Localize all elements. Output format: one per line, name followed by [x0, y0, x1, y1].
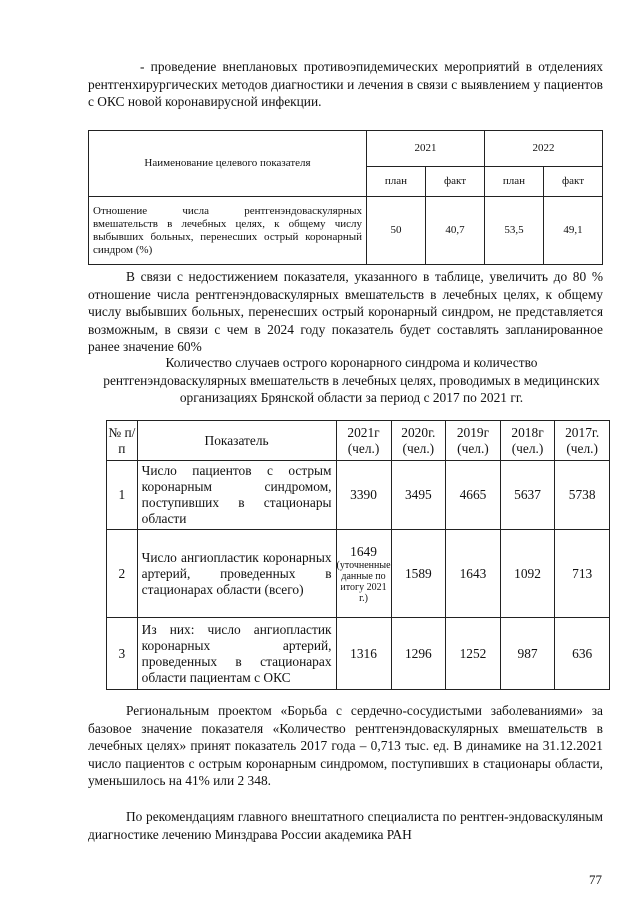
table2-header-year: 2021г (чел.) [336, 421, 391, 461]
paragraph-regional-project: Региональным проектом «Борьба с сердечно-сосудистыми заболеваниями» за базовое значение показателя «Количество рентгенэндоваскулярных вмешательств в лечебных целях» принят показатель 2017 года – 0,713 тыс. ед. В динамике на 31.12.2021 число пациентов с острым коронарным синдромом, поступивших в стационары области, уменьшилось на 41% или 2 348. [88, 703, 603, 788]
table2-header-year: 2017г. (чел.) [555, 421, 610, 461]
row-value: 1092 [500, 530, 555, 618]
table1-value: 49,1 [544, 197, 603, 265]
paragraph-after-table1: В связи с недостижением показателя, указанного в таблице, увеличить до 80 % отношение числа рентгенэндоваскулярных вмешательств в лечебных целях, к общему числу выбывших больных, перенесших острый коронарный синдром, не представляется возможным, в связи с чем в 2024 году показатель будет составлять запланированное ранее значение 60% [88, 269, 603, 354]
paragraph-recommendations: По рекомендациям главного внештатного специалиста по рентген-эндоваскуляным диагностике лечению Минздрава России академика РАН [88, 809, 603, 842]
row-value: 1649 [350, 543, 377, 559]
table1-subheader: факт [426, 167, 485, 197]
table-row [107, 618, 610, 690]
table2-header-num: № п/п [107, 421, 138, 461]
row-value: 1252 [446, 618, 501, 690]
row-value: 1296 [391, 618, 446, 690]
table-row [107, 461, 610, 530]
table1-value: 50 [367, 197, 426, 265]
row-value: 4665 [446, 461, 501, 530]
table2-header-year: 2018г (чел.) [500, 421, 555, 461]
value-note: (уточненные данные по итогу 2021 г.) [336, 559, 391, 604]
row-value: 3390 [336, 461, 391, 530]
row-number: 3 [107, 618, 138, 690]
table2-header-year: 2020г. (чел.) [391, 421, 446, 461]
table2-header-year: 2019г (чел.) [446, 421, 501, 461]
table1-row-name: Отношение числа рентгенэндоваскулярных вмешательств в лечебных целях, к общему числу выбывших больных, перенесших острый коронарный синдром (%) [89, 197, 367, 265]
table1-subheader: план [367, 167, 426, 197]
table1-value: 53,5 [485, 197, 544, 265]
table-row [107, 530, 610, 618]
table2-caption: Количество случаев острого коронарного синдрома и количество рентгенэндоваскулярных вмешательств в лечебных целях, проводимых в медицинских организациях Брянской области за период с 2017 по 2021 гг. [103, 355, 600, 405]
page-number: 77 [589, 872, 602, 887]
row-number: 2 [107, 530, 138, 618]
row-value-with-note [336, 530, 391, 618]
row-number: 1 [107, 461, 138, 530]
row-value: 1316 [336, 618, 391, 690]
row-value: 1589 [391, 530, 446, 618]
table1-header-name: Наименование целевого показателя [89, 131, 367, 197]
row-indicator: Число пациентов с острым коронарным синдромом, поступивших в стационары области [137, 461, 336, 530]
row-value: 3495 [391, 461, 446, 530]
table1-subheader: план [485, 167, 544, 197]
row-indicator: Число ангиопластик коронарных артерий, проведенных в стационарах области (всего) [137, 530, 336, 618]
table1-year-2022: 2022 [485, 131, 603, 167]
row-value: 987 [500, 618, 555, 690]
row-value: 5637 [500, 461, 555, 530]
row-value: 1643 [446, 530, 501, 618]
row-value: 636 [555, 618, 610, 690]
table1-year-2021: 2021 [367, 131, 485, 167]
row-value: 5738 [555, 461, 610, 530]
target-indicator-table [88, 130, 603, 265]
row-indicator: Из них: число ангиопластик коронарных артерий, проведенных в стационарах области пациентам с ОКС [137, 618, 336, 690]
row-value: 713 [555, 530, 610, 618]
table1-subheader: факт [544, 167, 603, 197]
intro-paragraph: - проведение внеплановых противоэпидемических мероприятий в отделениях рентгенхирургических методов диагностики и лечения в связи с выявлением у пациентов с ОКС новой коронавирусной инфекции. [88, 59, 603, 109]
table1-value: 40,7 [426, 197, 485, 265]
table2-header-indicator: Показатель [137, 421, 336, 461]
acs-statistics-table [106, 420, 610, 690]
